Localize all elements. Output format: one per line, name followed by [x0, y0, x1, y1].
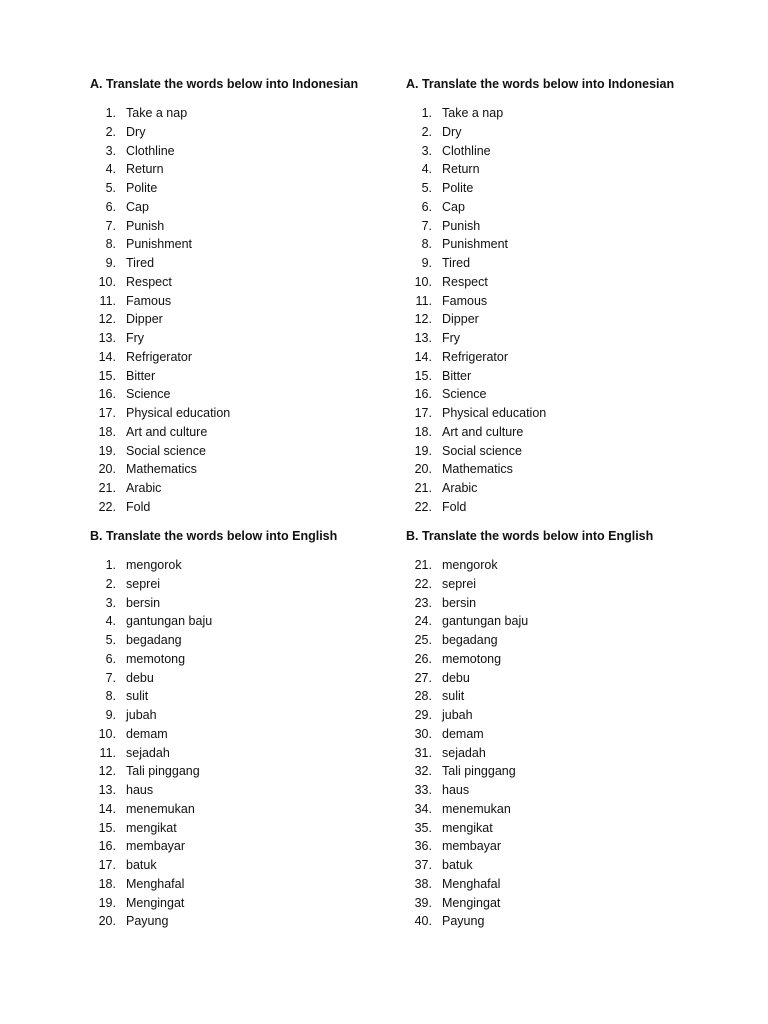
list-item — [406, 123, 736, 142]
item-word: Take a nap — [126, 106, 188, 120]
list-item — [90, 856, 420, 875]
list-item — [406, 292, 736, 311]
list-item — [406, 706, 736, 725]
item-number: 3. — [421, 143, 432, 158]
item-number: 28. — [414, 689, 432, 704]
item-number: 26. — [414, 651, 432, 666]
list-item — [406, 894, 736, 913]
list-item — [90, 875, 420, 894]
item-word: Return — [442, 162, 480, 177]
item-number: 17. — [98, 858, 116, 872]
item-word: Science — [442, 387, 487, 402]
list-item — [406, 650, 736, 669]
list-item — [90, 781, 420, 800]
item-word: menemukan — [442, 801, 511, 816]
item-number: 13. — [414, 331, 432, 345]
item-word: Punish — [442, 218, 481, 233]
item-word: Fold — [126, 499, 151, 514]
list-item — [90, 385, 420, 404]
section-heading: B. Translate the words below into English — [406, 529, 654, 543]
section-heading: A. Translate the words below into Indonesian — [406, 77, 675, 91]
item-word: demam — [442, 726, 484, 741]
list-item — [90, 706, 420, 725]
word-list — [90, 556, 420, 931]
list-item — [90, 310, 420, 329]
item-number: 22. — [98, 499, 116, 514]
item-word: mengikat — [126, 820, 177, 835]
list-item — [406, 837, 736, 856]
item-word: Take a nap — [442, 106, 504, 120]
item-number: 15. — [98, 820, 116, 835]
item-number: 5. — [105, 181, 116, 195]
list-item — [90, 894, 420, 913]
item-word: Tired — [442, 256, 471, 270]
item-word: Arabic — [442, 481, 478, 495]
item-number: 9. — [105, 256, 116, 270]
item-word: Cap — [442, 199, 465, 214]
item-word: Punish — [126, 218, 165, 233]
list-item — [90, 819, 420, 838]
item-word: Dry — [442, 124, 462, 139]
list-item — [90, 123, 420, 142]
item-number: 5. — [421, 181, 432, 195]
item-number: 15. — [98, 368, 116, 383]
item-word: Refrigerator — [126, 349, 192, 364]
item-number: 2. — [421, 124, 432, 139]
list-item — [90, 837, 420, 856]
item-word: Bitter — [126, 368, 156, 383]
list-item — [406, 367, 736, 386]
list-item — [90, 235, 420, 254]
list-item — [406, 217, 736, 236]
list-item — [90, 160, 420, 179]
item-number: 13. — [98, 331, 116, 345]
item-number: 16. — [414, 387, 432, 402]
item-word: Famous — [442, 293, 488, 308]
list-item — [90, 254, 420, 273]
list-item — [406, 687, 736, 706]
list-item — [90, 498, 420, 517]
list-item — [406, 781, 736, 800]
item-number: 8. — [105, 237, 116, 252]
list-item — [90, 612, 420, 631]
item-word: Polite — [442, 181, 474, 195]
list-item — [406, 142, 736, 161]
list-item — [90, 669, 420, 688]
list-item — [90, 292, 420, 311]
list-item — [406, 556, 736, 575]
section-b-left — [90, 528, 420, 931]
item-number: 32. — [414, 764, 432, 779]
item-word: Art and culture — [442, 424, 524, 439]
list-item — [90, 556, 420, 575]
item-number: 2. — [105, 576, 116, 591]
list-item — [90, 479, 420, 498]
item-word: sejadah — [442, 745, 486, 760]
item-number: 4. — [421, 162, 432, 177]
item-word: seprei — [442, 576, 477, 591]
item-word: debu — [126, 670, 154, 685]
list-item — [406, 254, 736, 273]
item-word: memotong — [126, 651, 186, 666]
item-number: 25. — [414, 633, 432, 647]
item-number: 11. — [99, 745, 116, 760]
item-number: 4. — [105, 614, 116, 629]
item-word: Menghafal — [442, 876, 501, 891]
item-number: 1. — [105, 106, 116, 120]
list-item — [406, 198, 736, 217]
list-item — [406, 575, 736, 594]
item-number: 13. — [98, 783, 116, 797]
item-word: Physical education — [126, 406, 231, 420]
word-list — [90, 104, 420, 517]
list-item — [406, 498, 736, 517]
list-item — [90, 423, 420, 442]
item-word: Menghafal — [126, 876, 185, 891]
item-number: 10. — [414, 274, 432, 289]
item-word: Tali pinggang — [126, 764, 200, 779]
list-item — [406, 273, 736, 292]
list-item — [406, 329, 736, 348]
list-item — [90, 800, 420, 819]
item-number: 39. — [414, 895, 432, 910]
list-item — [406, 669, 736, 688]
item-number: 21. — [98, 481, 116, 495]
item-number: 36. — [414, 839, 432, 854]
item-word: Dipper — [126, 312, 163, 327]
word-list — [406, 104, 736, 517]
item-number: 5. — [105, 633, 116, 647]
item-number: 18. — [98, 424, 116, 439]
item-number: 1. — [105, 558, 116, 572]
list-item — [406, 762, 736, 781]
item-number: 30. — [414, 726, 432, 741]
list-item — [406, 875, 736, 894]
list-item — [406, 423, 736, 442]
item-word: mengorok — [126, 558, 182, 572]
item-number: 9. — [105, 708, 116, 722]
list-item — [406, 744, 736, 763]
item-word: Physical education — [442, 406, 547, 420]
item-number: 19. — [98, 895, 116, 910]
list-item — [406, 404, 736, 423]
item-number: 10. — [98, 726, 116, 741]
section-a-right — [406, 76, 736, 517]
item-number: 21. — [414, 558, 432, 572]
list-item — [90, 142, 420, 161]
item-word: Clothline — [442, 143, 491, 158]
item-word: Social science — [126, 443, 206, 458]
item-number: 7. — [105, 218, 116, 233]
item-number: 20. — [98, 914, 116, 929]
item-number: 14. — [98, 349, 116, 364]
item-word: jubah — [126, 708, 157, 722]
list-item — [406, 160, 736, 179]
item-word: Punishment — [442, 237, 509, 252]
item-word: Return — [126, 162, 164, 177]
item-number: 20. — [98, 462, 116, 477]
list-item — [90, 273, 420, 292]
list-item — [406, 310, 736, 329]
list-item — [90, 744, 420, 763]
item-word: Arabic — [126, 481, 162, 495]
list-item — [406, 856, 736, 875]
item-number: 14. — [414, 349, 432, 364]
item-word: Payung — [442, 914, 485, 929]
item-number: 17. — [414, 406, 432, 420]
list-item — [90, 725, 420, 744]
item-number: 3. — [105, 143, 116, 158]
item-word: Social science — [442, 443, 522, 458]
item-number: 12. — [98, 312, 116, 327]
item-number: 35. — [414, 820, 432, 835]
list-item — [406, 800, 736, 819]
section-b-right — [406, 528, 736, 931]
item-word: Fry — [442, 331, 461, 345]
item-word: Respect — [442, 274, 488, 289]
item-word: seprei — [126, 576, 161, 591]
item-number: 29. — [414, 708, 432, 722]
item-word: haus — [126, 783, 154, 797]
section-a-left — [90, 76, 420, 517]
item-word: Dipper — [442, 312, 479, 327]
item-word: bersin — [126, 595, 161, 610]
item-word: membayar — [442, 839, 502, 854]
item-word: Refrigerator — [442, 349, 508, 364]
section-heading: A. Translate the words below into Indonesian — [90, 77, 359, 91]
item-word: gantungan baju — [442, 614, 529, 629]
item-word: Dry — [126, 124, 146, 139]
item-number: 15. — [414, 368, 432, 383]
item-number: 24. — [414, 614, 432, 629]
item-word: Cap — [126, 199, 149, 214]
item-number: 37. — [414, 858, 432, 872]
item-number: 22. — [414, 499, 432, 514]
item-number: 12. — [98, 764, 116, 779]
item-word: memotong — [442, 651, 502, 666]
item-word: mengikat — [442, 820, 493, 835]
item-number: 21. — [414, 481, 432, 495]
item-word: jubah — [442, 708, 473, 722]
item-number: 19. — [98, 443, 116, 458]
item-number: 7. — [421, 218, 432, 233]
item-number: 34. — [414, 801, 432, 816]
item-number: 11. — [99, 293, 116, 308]
list-item — [90, 631, 420, 650]
item-word: Payung — [126, 914, 169, 929]
item-number: 23. — [414, 595, 432, 610]
section-heading: B. Translate the words below into English — [90, 529, 338, 543]
list-item — [406, 385, 736, 404]
item-word: Mathematics — [126, 462, 197, 477]
item-number: 6. — [105, 199, 116, 214]
list-item — [90, 104, 420, 123]
item-number: 19. — [414, 443, 432, 458]
item-number: 38. — [414, 876, 432, 891]
item-number: 16. — [98, 839, 116, 854]
item-word: Tali pinggang — [442, 764, 516, 779]
list-item — [406, 460, 736, 479]
item-number: 11. — [415, 293, 432, 308]
list-item — [90, 650, 420, 669]
list-item — [406, 912, 736, 931]
item-number: 7. — [105, 670, 116, 685]
item-number: 16. — [98, 387, 116, 402]
item-number: 33. — [414, 783, 432, 797]
list-item — [90, 687, 420, 706]
list-item — [406, 179, 736, 198]
list-item — [406, 612, 736, 631]
item-word: bersin — [442, 595, 477, 610]
item-number: 14. — [98, 801, 116, 816]
item-number: 40. — [414, 914, 432, 929]
item-word: Punishment — [126, 237, 193, 252]
item-word: haus — [442, 783, 470, 797]
item-word: mengorok — [442, 558, 498, 572]
item-number: 18. — [414, 424, 432, 439]
item-word: Bitter — [442, 368, 472, 383]
item-number: 8. — [105, 689, 116, 704]
list-item — [406, 235, 736, 254]
item-number: 9. — [421, 256, 432, 270]
list-item — [406, 348, 736, 367]
item-word: sulit — [442, 689, 465, 704]
list-item — [406, 104, 736, 123]
item-number: 4. — [105, 162, 116, 177]
item-number: 12. — [414, 312, 432, 327]
item-word: membayar — [126, 839, 186, 854]
item-word: Fry — [126, 331, 145, 345]
item-number: 18. — [98, 876, 116, 891]
item-number: 20. — [414, 462, 432, 477]
list-item — [90, 912, 420, 931]
item-word: Mathematics — [442, 462, 513, 477]
item-word: Fold — [442, 499, 467, 514]
item-word: Science — [126, 387, 171, 402]
item-word: Tired — [126, 256, 155, 270]
item-word: batuk — [442, 858, 473, 872]
item-number: 8. — [421, 237, 432, 252]
list-item — [90, 762, 420, 781]
word-list — [406, 556, 736, 931]
item-word: Famous — [126, 293, 172, 308]
list-item — [406, 725, 736, 744]
item-word: Mengingat — [126, 895, 185, 910]
list-item — [90, 442, 420, 461]
item-number: 6. — [421, 199, 432, 214]
list-item — [90, 594, 420, 613]
item-word: menemukan — [126, 801, 195, 816]
item-word: sejadah — [126, 745, 170, 760]
item-word: Respect — [126, 274, 172, 289]
item-number: 2. — [105, 124, 116, 139]
list-item — [406, 819, 736, 838]
item-word: Clothline — [126, 143, 175, 158]
list-item — [90, 329, 420, 348]
list-item — [90, 217, 420, 236]
item-number: 22. — [414, 576, 432, 591]
list-item — [90, 348, 420, 367]
item-number: 10. — [98, 274, 116, 289]
item-word: gantungan baju — [126, 614, 213, 629]
item-word: batuk — [126, 858, 157, 872]
item-word: demam — [126, 726, 168, 741]
list-item — [90, 404, 420, 423]
list-item — [90, 198, 420, 217]
item-word: Mengingat — [442, 895, 501, 910]
item-word: debu — [442, 670, 470, 685]
item-number: 3. — [105, 595, 116, 610]
item-number: 31. — [414, 745, 432, 760]
item-word: Art and culture — [126, 424, 208, 439]
list-item — [90, 575, 420, 594]
list-item — [406, 479, 736, 498]
list-item — [406, 442, 736, 461]
item-number: 6. — [105, 651, 116, 666]
list-item — [406, 594, 736, 613]
list-item — [90, 367, 420, 386]
item-number: 17. — [98, 406, 116, 420]
list-item — [406, 631, 736, 650]
item-number: 1. — [421, 106, 432, 120]
item-number: 27. — [414, 670, 432, 685]
item-word: sulit — [126, 689, 149, 704]
item-word: begadang — [442, 633, 498, 647]
list-item — [90, 460, 420, 479]
item-word: Polite — [126, 181, 158, 195]
list-item — [90, 179, 420, 198]
item-word: begadang — [126, 633, 182, 647]
